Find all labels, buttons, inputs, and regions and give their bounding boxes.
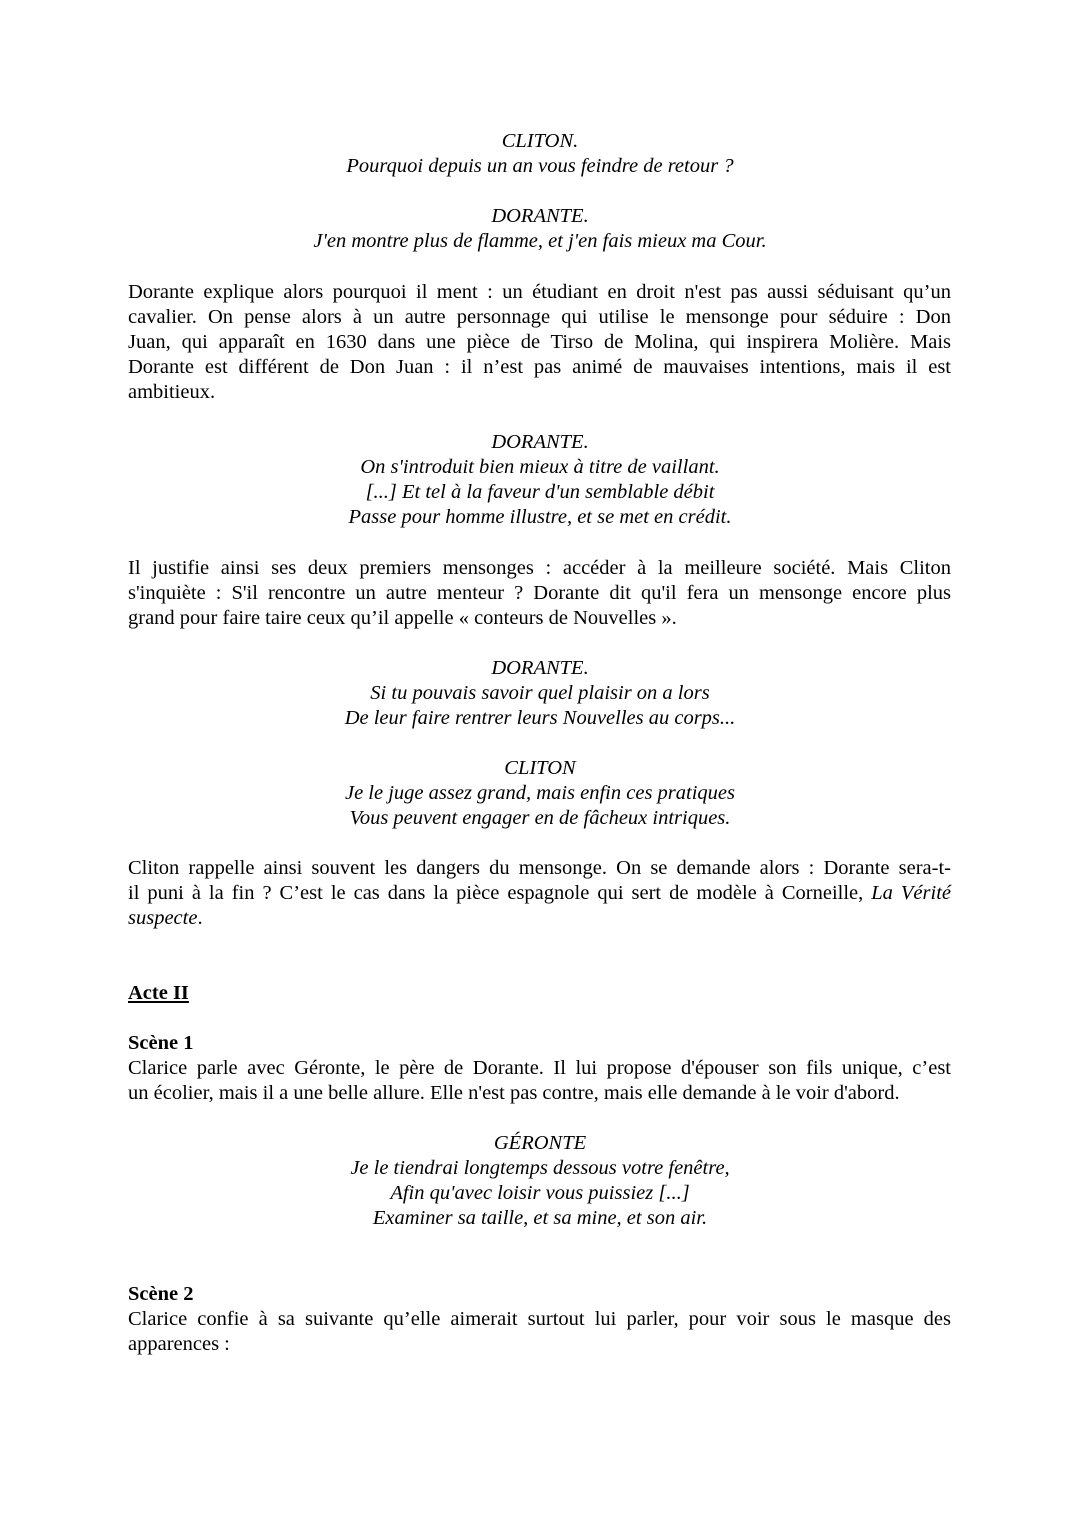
quote-verse: Afin qu'avec loisir vous puissiez [...] — [390, 1182, 690, 1204]
play-title: La Vérité — [871, 882, 951, 904]
quote-verse: [...] Et tel à la faveur d'un semblable débit — [365, 481, 715, 503]
quote-verse: Examiner sa taille, et sa mine, et son air. — [372, 1207, 708, 1229]
paragraph-line: Juan, qui apparaît en 1630 dans une pièce de Tirso de Molina, qui inspirera Molière. Mais — [128, 331, 951, 353]
paragraph-line: Dorante est différent de Don Juan : il n’est pas animé de mauvaises intentions, mais il est — [128, 356, 951, 378]
play-title: suspecte — [128, 907, 198, 929]
paragraph-line: s'inquiète : S'il rencontre un autre menteur ? Dorante dit qu'il fera un mensonge encore plus — [128, 582, 951, 604]
quote-verse: De leur faire rentrer leurs Nouvelles au corps... — [344, 707, 736, 729]
quote-speaker: DORANTE. — [491, 431, 589, 453]
paragraph-text: il puni à la fin ? C’est le cas dans la pièce espagnole qui sert de modèle à Corneille, — [128, 882, 864, 904]
quote-speaker: CLITON. — [501, 130, 579, 152]
quote-speaker: GÉRONTE — [493, 1132, 587, 1154]
quote-verse: Passe pour homme illustre, et se met en crédit. — [348, 506, 732, 528]
scene-heading: Scène 1 — [128, 1032, 194, 1054]
scene-heading: Scène 2 — [128, 1283, 194, 1305]
paragraph-line — [128, 906, 203, 931]
paragraph-line: grand pour faire taire ceux qu’il appelle « conteurs de Nouvelles ». — [128, 607, 677, 629]
quote-verse: On s'introduit bien mieux à titre de vaillant. — [360, 456, 720, 478]
paragraph-line: Il justifie ainsi ses deux premiers mensonges : accéder à la meilleure société. Mais Cliton — [128, 557, 951, 579]
paragraph-line: Dorante explique alors pourquoi il ment : un étudiant en droit n'est pas aussi séduisant qu’un — [128, 281, 951, 303]
quote-speaker: DORANTE. — [491, 205, 589, 227]
paragraph-line: ambitieux. — [128, 381, 216, 403]
paragraph-line: cavalier. On pense alors à un autre personnage qui utilise le mensonge pour séduire : Don — [128, 306, 951, 328]
paragraph-line: Cliton rappelle ainsi souvent les dangers du mensonge. On se demande alors : Dorante sera-t- — [128, 857, 951, 879]
paragraph-line: Clarice parle avec Géronte, le père de Dorante. Il lui propose d'épouser son fils unique, c’est — [128, 1057, 951, 1079]
quote-verse: Je le juge assez grand, mais enfin ces pratiques — [344, 782, 735, 804]
quote-verse: Vous peuvent engager en de fâcheux intriques. — [349, 807, 731, 829]
quote-verse: Pourquoi depuis un an vous feindre de retour ? — [346, 155, 734, 177]
paragraph-text: . — [197, 907, 203, 929]
paragraph-line: Clarice confie à sa suivante qu’elle aimerait surtout lui parler, pour voir sous le masque des — [128, 1308, 951, 1330]
quote-verse: J'en montre plus de flamme, et j'en fais mieux ma Cour. — [313, 230, 767, 252]
quote-speaker: DORANTE. — [491, 657, 589, 679]
quote-verse: Si tu pouvais savoir quel plaisir on a lors — [370, 682, 710, 704]
paragraph-line: apparences : — [128, 1333, 230, 1355]
paragraph-line: un écolier, mais il a une belle allure. Elle n'est pas contre, mais elle demande à le voir d'abord. — [128, 1082, 900, 1104]
quote-speaker: CLITON — [504, 757, 576, 779]
paragraph-line — [128, 881, 951, 906]
quote-verse: Je le tiendrai longtemps dessous votre fenêtre, — [350, 1157, 730, 1179]
act-heading: Acte II — [128, 982, 189, 1004]
